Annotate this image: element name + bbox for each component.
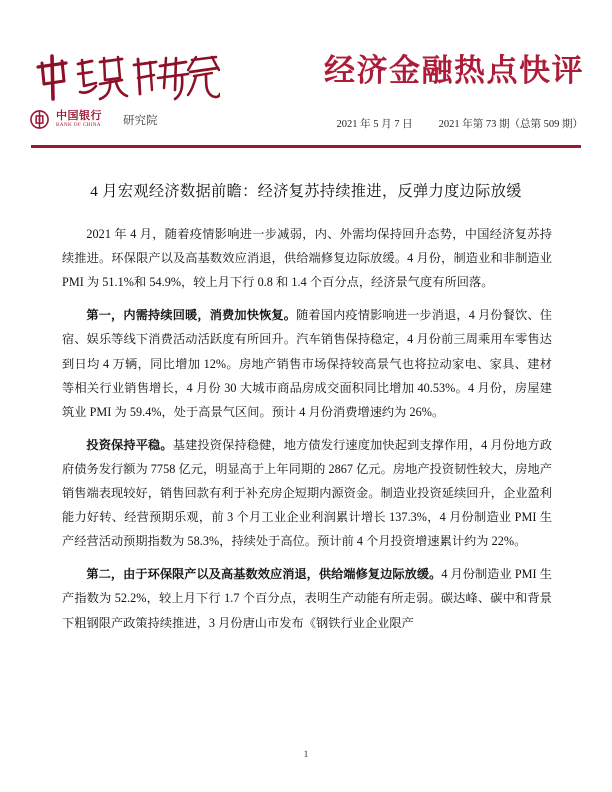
brand-calligraphy-logo bbox=[30, 54, 220, 102]
paragraph bbox=[62, 222, 552, 295]
page-number: 1 bbox=[303, 750, 309, 760]
paragraph-lead: 第二，由于环保限产以及高基数效应消退，供给端修复边际放缓。 bbox=[86, 567, 442, 582]
issue-line bbox=[337, 116, 584, 131]
boc-english-name: BANK OF CHINA bbox=[56, 122, 101, 129]
article-body bbox=[62, 222, 552, 643]
publication-title: 经济金融热点快评 bbox=[324, 53, 584, 88]
paragraph bbox=[62, 303, 552, 424]
header-divider-rule bbox=[31, 145, 581, 148]
bank-of-china-logo-icon bbox=[30, 110, 49, 129]
paragraph-lead: 第一，内需持续回暖，消费加快恢复。 bbox=[86, 308, 297, 323]
paragraph-text: 随着国内疫情影响进一步消退，4 月份餐饮、住宿、娱乐等线下消费活动活跃度有所回升。汽车销售保持稳定，4 月份前三周乘用车零售达到日均 4 万辆，同比增加 12%。房地产销售市场保持较高景气也将拉动家电、家具、建材等相关行业销售增长，4 月份 30 大城市商品房成交面积同比增加 40.53%。4 月份，房屋建筑业 PMI 为 59.4%，处于高景气区间。预计 4 月份消费增速约为 26%。 bbox=[62, 308, 552, 419]
paragraph-lead: 投资保持平稳。 bbox=[86, 437, 173, 452]
paragraph-text: 2021 年 4 月，随着疫情影响进一步减弱，内、外需均保持回升态势，中国经济复苏持续推进。环保限产以及高基数效应消退，供给端修复边际放缓。4 月份，制造业和非制造业 PMI 为 51.1%和 54.9%，较上月下行 0.8 和 1.4 个百分点，经济景气度有所回落。 bbox=[62, 227, 552, 290]
paragraph bbox=[62, 562, 552, 635]
paragraph-text: 基建投资保持稳健，地方债发行速度加快起到支撑作用，4 月份地方政府债务发行额为 7758 亿元，明显高于上年同期的 2867 亿元。房地产投资韧性较大，房地产销售端表现较好，销售回款有利于补充房企短期内源资金。制造业投资延续回升，企业盈利能力好转、经营预期乐观，前 3 个月工业企业利润累计增长 137.3%，4 月份制造业 PMI 生产经营活动预期指数为 58.3%，持续处于高位。预计前 4 个月投资增速累计约为 22%。 bbox=[62, 437, 552, 549]
publication-date: 2021 年 5 月 7 日 bbox=[336, 119, 413, 130]
bank-of-china-lockup bbox=[30, 110, 158, 129]
issue-number: 2021 年第 73 期（总第 509 期） bbox=[438, 119, 583, 130]
paragraph-text: 4 月份制造业 PMI 生产指数为 52.2%，较上月下行 1.7 个百分点，表明生产动能有所走弱。碳达峰、碳中和背景下粗钢限产政策持续推进，3 月份唐山市发布《钢铁行业企业限产 bbox=[62, 567, 553, 630]
masthead bbox=[0, 52, 612, 147]
page-title: 4 月宏观经济数据前瞻：经济复苏持续推进，反弹力度边际放缓 bbox=[90, 183, 522, 200]
institute-label: 研究院 bbox=[123, 114, 158, 127]
boc-chinese-name: 中国银行 bbox=[56, 109, 102, 122]
paragraph bbox=[62, 433, 552, 554]
